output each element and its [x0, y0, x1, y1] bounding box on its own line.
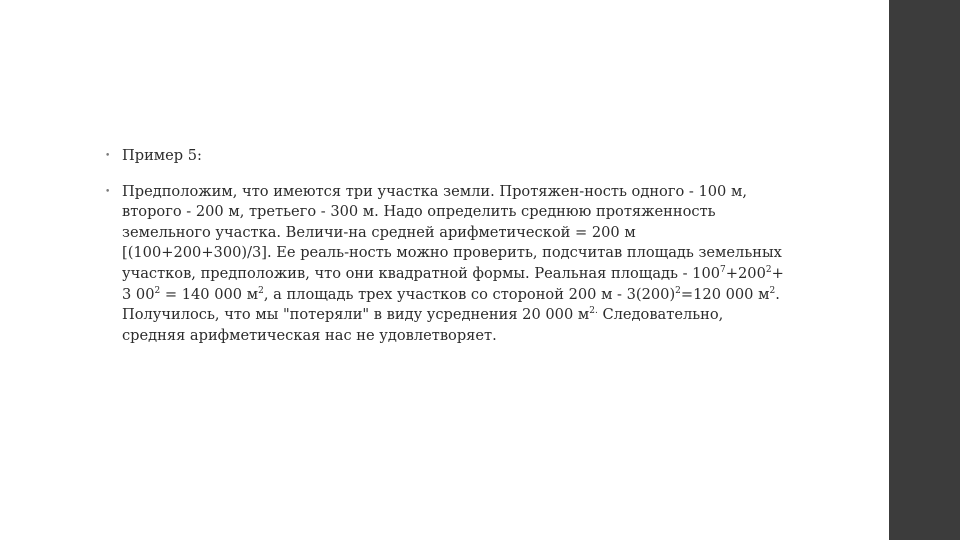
bullet-list	[105, 146, 785, 346]
superscript: 2	[154, 285, 161, 296]
superscript: 2	[765, 265, 772, 276]
slide-content	[105, 146, 785, 361]
body-text-part: . Получилось, что мы "потеряли" в виду усреднения 20 000 м	[122, 285, 780, 324]
superscript: 2	[675, 285, 681, 296]
superscript: 2	[258, 285, 264, 296]
example-heading: Пример 5:	[122, 147, 202, 164]
bullet-item-body	[105, 182, 785, 347]
superscript: 2.	[589, 306, 598, 317]
body-text-part: =120 000 м	[680, 285, 770, 303]
body-text-part: +200	[725, 264, 766, 282]
body-text-part: = 140 000 м	[160, 285, 259, 303]
bullet-dot-icon: •	[105, 186, 111, 197]
body-text-part: Следовательно, средняя арифметическая нас не удовлетворяет.	[122, 306, 724, 344]
bullet-item-example	[105, 146, 785, 167]
bullet-dot-icon: •	[105, 151, 111, 161]
body-text-part: Предположим, что имеются три участка земли. Протяжен-ность одного - 100 м, второго - 200 м, третьего - 300 м. Надо определить среднюю протяженность земельного участка. Величи-на средней арифметической = 200 м [(100+200+300)/3]. Ее реаль-ность можно проверить, подсчитав площадь земельных участков, предположив, что они квадратной формы. Реальная площадь - 100	[122, 182, 782, 282]
body-text-part: + 3 00	[122, 264, 784, 303]
superscript: 7	[720, 265, 726, 276]
superscript: 2	[769, 285, 776, 296]
side-decoration-bar	[889, 0, 960, 540]
body-text-part: , а площадь трех участков со стороной 200 м - 3(200)	[263, 285, 676, 303]
